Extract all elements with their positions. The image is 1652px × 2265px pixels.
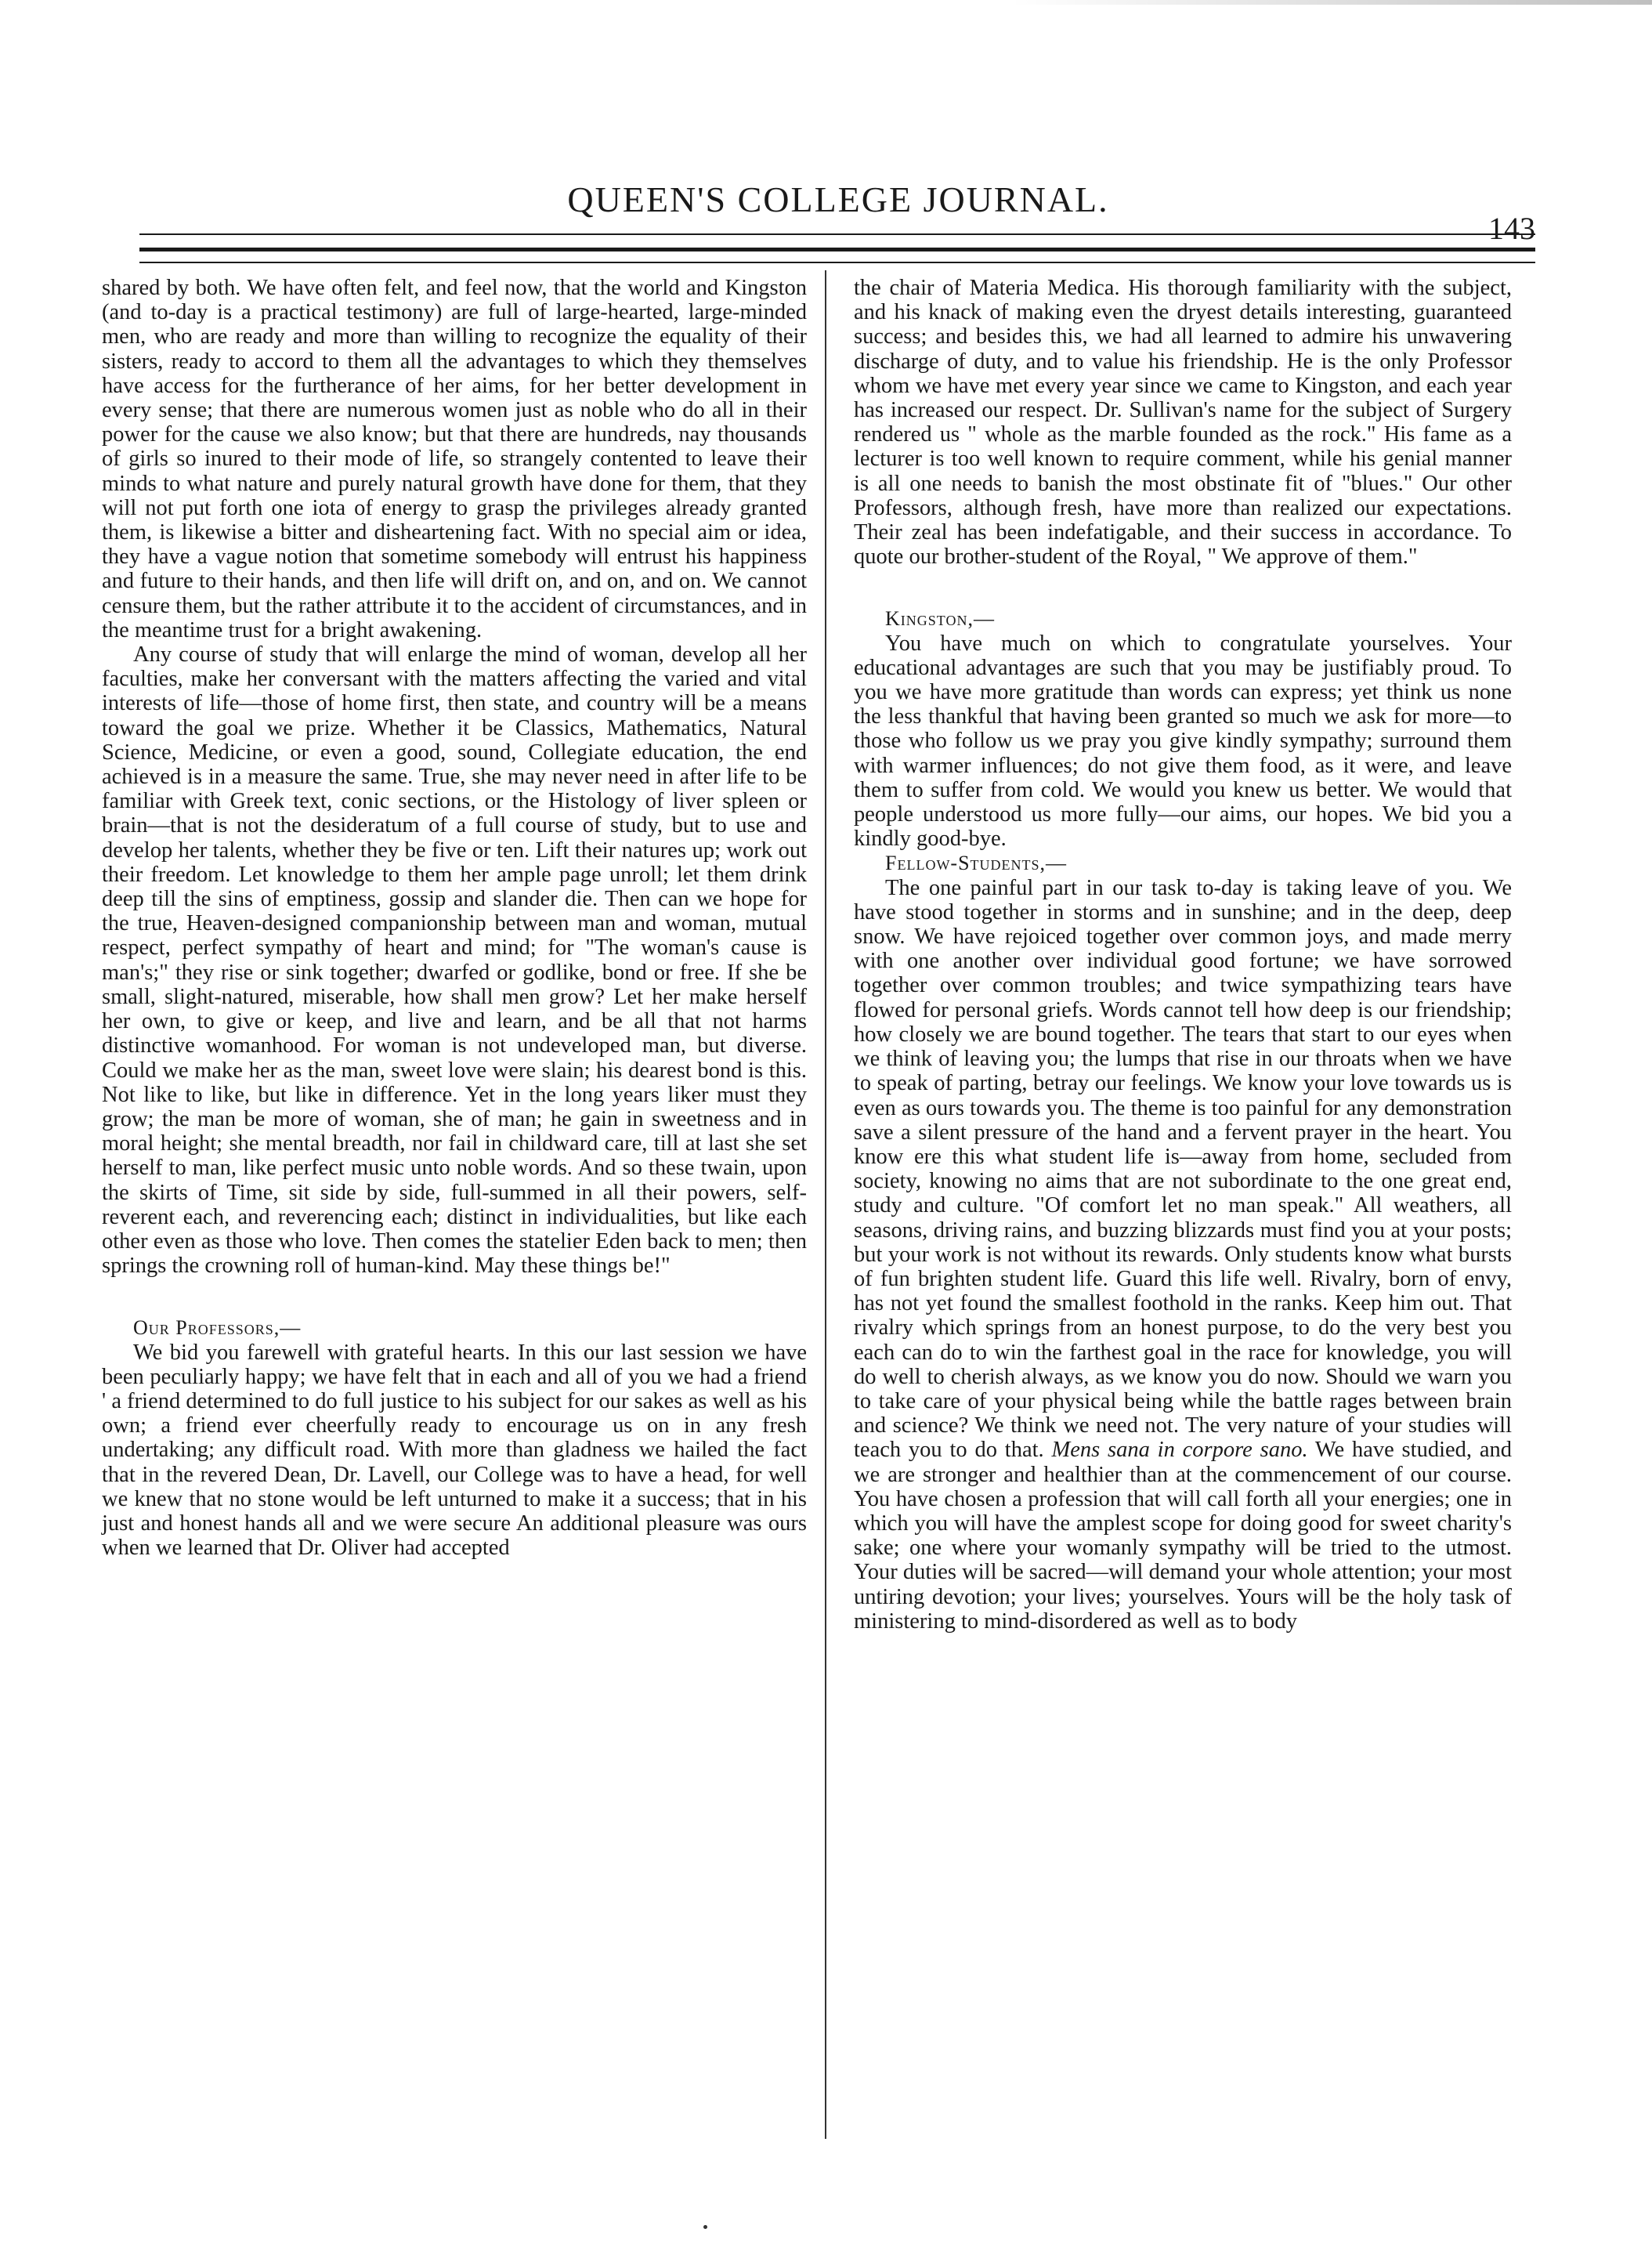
header-rule-thin-top [139, 233, 1535, 235]
journal-title: QUEEN'S COLLEGE JOURNAL. [567, 179, 1109, 219]
page-speck [703, 2225, 707, 2229]
article-paragraph: shared by both. We have often felt, and feel now, that the world and Kingston (and to-day is a practical testimony) are full of large-hearted, large-minded men, who are ready and more than willing to recognize the equality of their sisters, ready to accord to them all the advantages to which they themselves have access for the furtherance of her aims, for her better development in every sense; that there are numerous women just as noble who do all in their power for the cause we also know; but that there are hundreds, nay thousands of girls so inured to their mode of life, so strangely contented to leave their minds to what nature and purely natural growth have done for them, that they will not put forth one iota of energy to grasp the privileges already granted them, is likewise a bitter and disheartening fact. With no special aim or idea, they have a vague notion that sometime somebody will entrust his happiness and future to their hands, and then life will drift on, and on, and on. We cannot censure them, but the rather attribute it to the accident of circumstances, and in the meantime trust for a bright awakening. [102, 276, 807, 642]
section-heading-professors: Our Professors,— [133, 1316, 302, 1340]
article-paragraph: Any course of study that will enlarge the mind of woman, develop all her faculties, make her conversant with the matters affecting the varied and vital interests of life—those of home first, then state, and country will be a means toward the goal we prize. Whether it be Classics, Mathematics, Natural Science, Medicine, or even a good, sound, Collegiate education, the end achieved is in a measure the same. True, she may never need in after life to be familiar with Greek text, conic sections, or the Histology of liver spleen or brain—that is not the desideratum of a full course of study, but to use and develop her talents, whether they be five or ten. Lift their natures up; work out their freedom. Let knowledge to them her ample page unroll; let them drink deep till the sins of emptiness, gossip and slander die. Then can we hope for the true, Heaven-designed companionship between man and woman, mutual respect, perfect sympathy of heart and mind; for "The woman's cause is man's;" they rise or sink together; dwarfed or godlike, bond or free. If she be small, slight-natured, miserable, how shall men grow? Let her make herself her own, to give or keep, and live and learn, and be all that not harms distinctive womanhood. For woman is not undeveloped man, but diverse. Could we make her as the man, sweet love were slain; his dearest bond is this. Not like to like, but like in difference. Yet in the long years liker must they grow; the man be more of woman, she of man; he gain in sweetness and in moral height; she mental breadth, nor fail in childward care, till at last she set herself to man, like perfect music unto noble words. And so these twain, upon the skirts of Time, sit side by side, full-summed in all their powers, self-reverent each, and reverencing each; distinct in individualities, but like each other even as those who love. Then comes the statelier Eden back to men; then springs the crowning roll of human-kind. May these things be!" [102, 642, 807, 1279]
text-run: The one painful part in our task to-day is taking leave of you. We have stood together in storms and in sunshine; and in the deep, deep snow. We have rejoiced together over common joys, and made merry with one another over individual good fortune; we have sorrowed together over common troubles; and twice sympathizing tears have flowed for personal griefs. Words cannot tell how deep is our friendship; how closely we are bound together. The tears that start to our eyes when we think of leaving you; the lumps that rise in our throats when we have to speak of parting, betray our feelings. We know your love towards us is even as ours towards you. The theme is too painful for any demonstration save a silent pressure of the hand and a fervent prayer in the heart. You know ere this what student life is—away from home, secluded from society, knowing no aims that are not subordinate to the one great end, study and culture. "Of comfort let no man speak." All weathers, all seasons, driving rains, and buzzing blizzards must find you at your posts; but your work is not without its rewards. Only students know what bursts of fun brighten student life. Guard this life well. Rivalry, born of envy, has not yet found the smallest foothold in the ranks. Keep him out. That rivalry which springs from an honest purpose, to do the very best you each can do to win the farthest goal in the race for knowledge, you will do well to cherish always, as we know you do now. Should we warn you to take care of your physical being while the battle rages between brain and science? We think we need not. The very nature of your studies will teach you to do that. [854, 875, 1512, 1463]
scan-edge-artifact [1010, 0, 1652, 5]
left-column [102, 276, 807, 1560]
article-paragraph: You have much on which to congratulate yourselves. Your educational advantages are such that you may be justifiably proud. To you we have more gratitude than words can express; yet think us none the less thankful that having been granted so much we ask for more—to those who follow us we pray you give kindly sympathy; surround them with warmer influences; do not give them food, as it were, and leave them to suffer from cold. We would you knew us better. We would that people understood us more fully—our aims, our hopes. We bid you a kindly good-bye. [854, 631, 1512, 852]
article-paragraph [854, 876, 1512, 1634]
right-column [854, 276, 1512, 1634]
column-divider [825, 270, 826, 2139]
header-rule-thick [139, 248, 1535, 251]
page-number: 143 [1488, 211, 1535, 246]
article-paragraph: the chair of Materia Medica. His thorough familiarity with the subject, and his knack of making even the dryest details interesting, guaranteed success; and besides this, we had all learned to admire his unwavering discharge of duty, and to value his friendship. He is the only Professor whom we have met every year since we came to Kingston, and each year has increased our respect. Dr. Sullivan's name for the subject of Surgery rendered us " whole as the marble founded as the rock." His fame as a lecturer is too well known to require comment, while his genial manner is all one needs to banish the most obstinate fit of "blues." Our other Professors, although fresh, have more than realized our expectations. Their zeal has been indefatigable, and their success in accordance. To quote our brother-student of the Royal, " We approve of them." [854, 276, 1512, 570]
latin-phrase: Mens sana in corpore sano. [1051, 1438, 1308, 1463]
page-header [141, 179, 1535, 246]
article-paragraph: We bid you farewell with grateful hearts. In this our last session we have been peculiarly happy; we have felt that in each and all of you we had a friend ' a friend determined to do full justice to his subject for our sakes as well as his own; a friend ever cheerfully ready to encourage us on in any fresh undertaking; any difficult road. With more than gladness we hailed the fact that in the revered Dean, Dr. Lavell, our College was to have a head, for well we knew that no stone would be left unturned to make it a success; that in his just and honest hands all and we were secure An additional pleasure was ours when we learned that Dr. Oliver had accepted [102, 1340, 807, 1561]
section-heading-kingston: Kingston,— [885, 607, 995, 631]
header-rule-thin-bottom [139, 262, 1535, 263]
text-run: We have studied, and we are stronger and healthier than at the commencement of our course. You have chosen a profession that will call forth all your energies; one in which you will have the amplest scope for doing good for sweet charity's sake; one where your womanly sympathy will be tried to the utmost. Your duties will be sacred—will demand your whole attention; your most untiring devotion; your lives; yourselves. Yours will be the holy task of ministering to mind-disordered as well as to body [854, 1438, 1512, 1634]
section-heading-fellow-students: Fellow-Students,— [885, 852, 1068, 875]
